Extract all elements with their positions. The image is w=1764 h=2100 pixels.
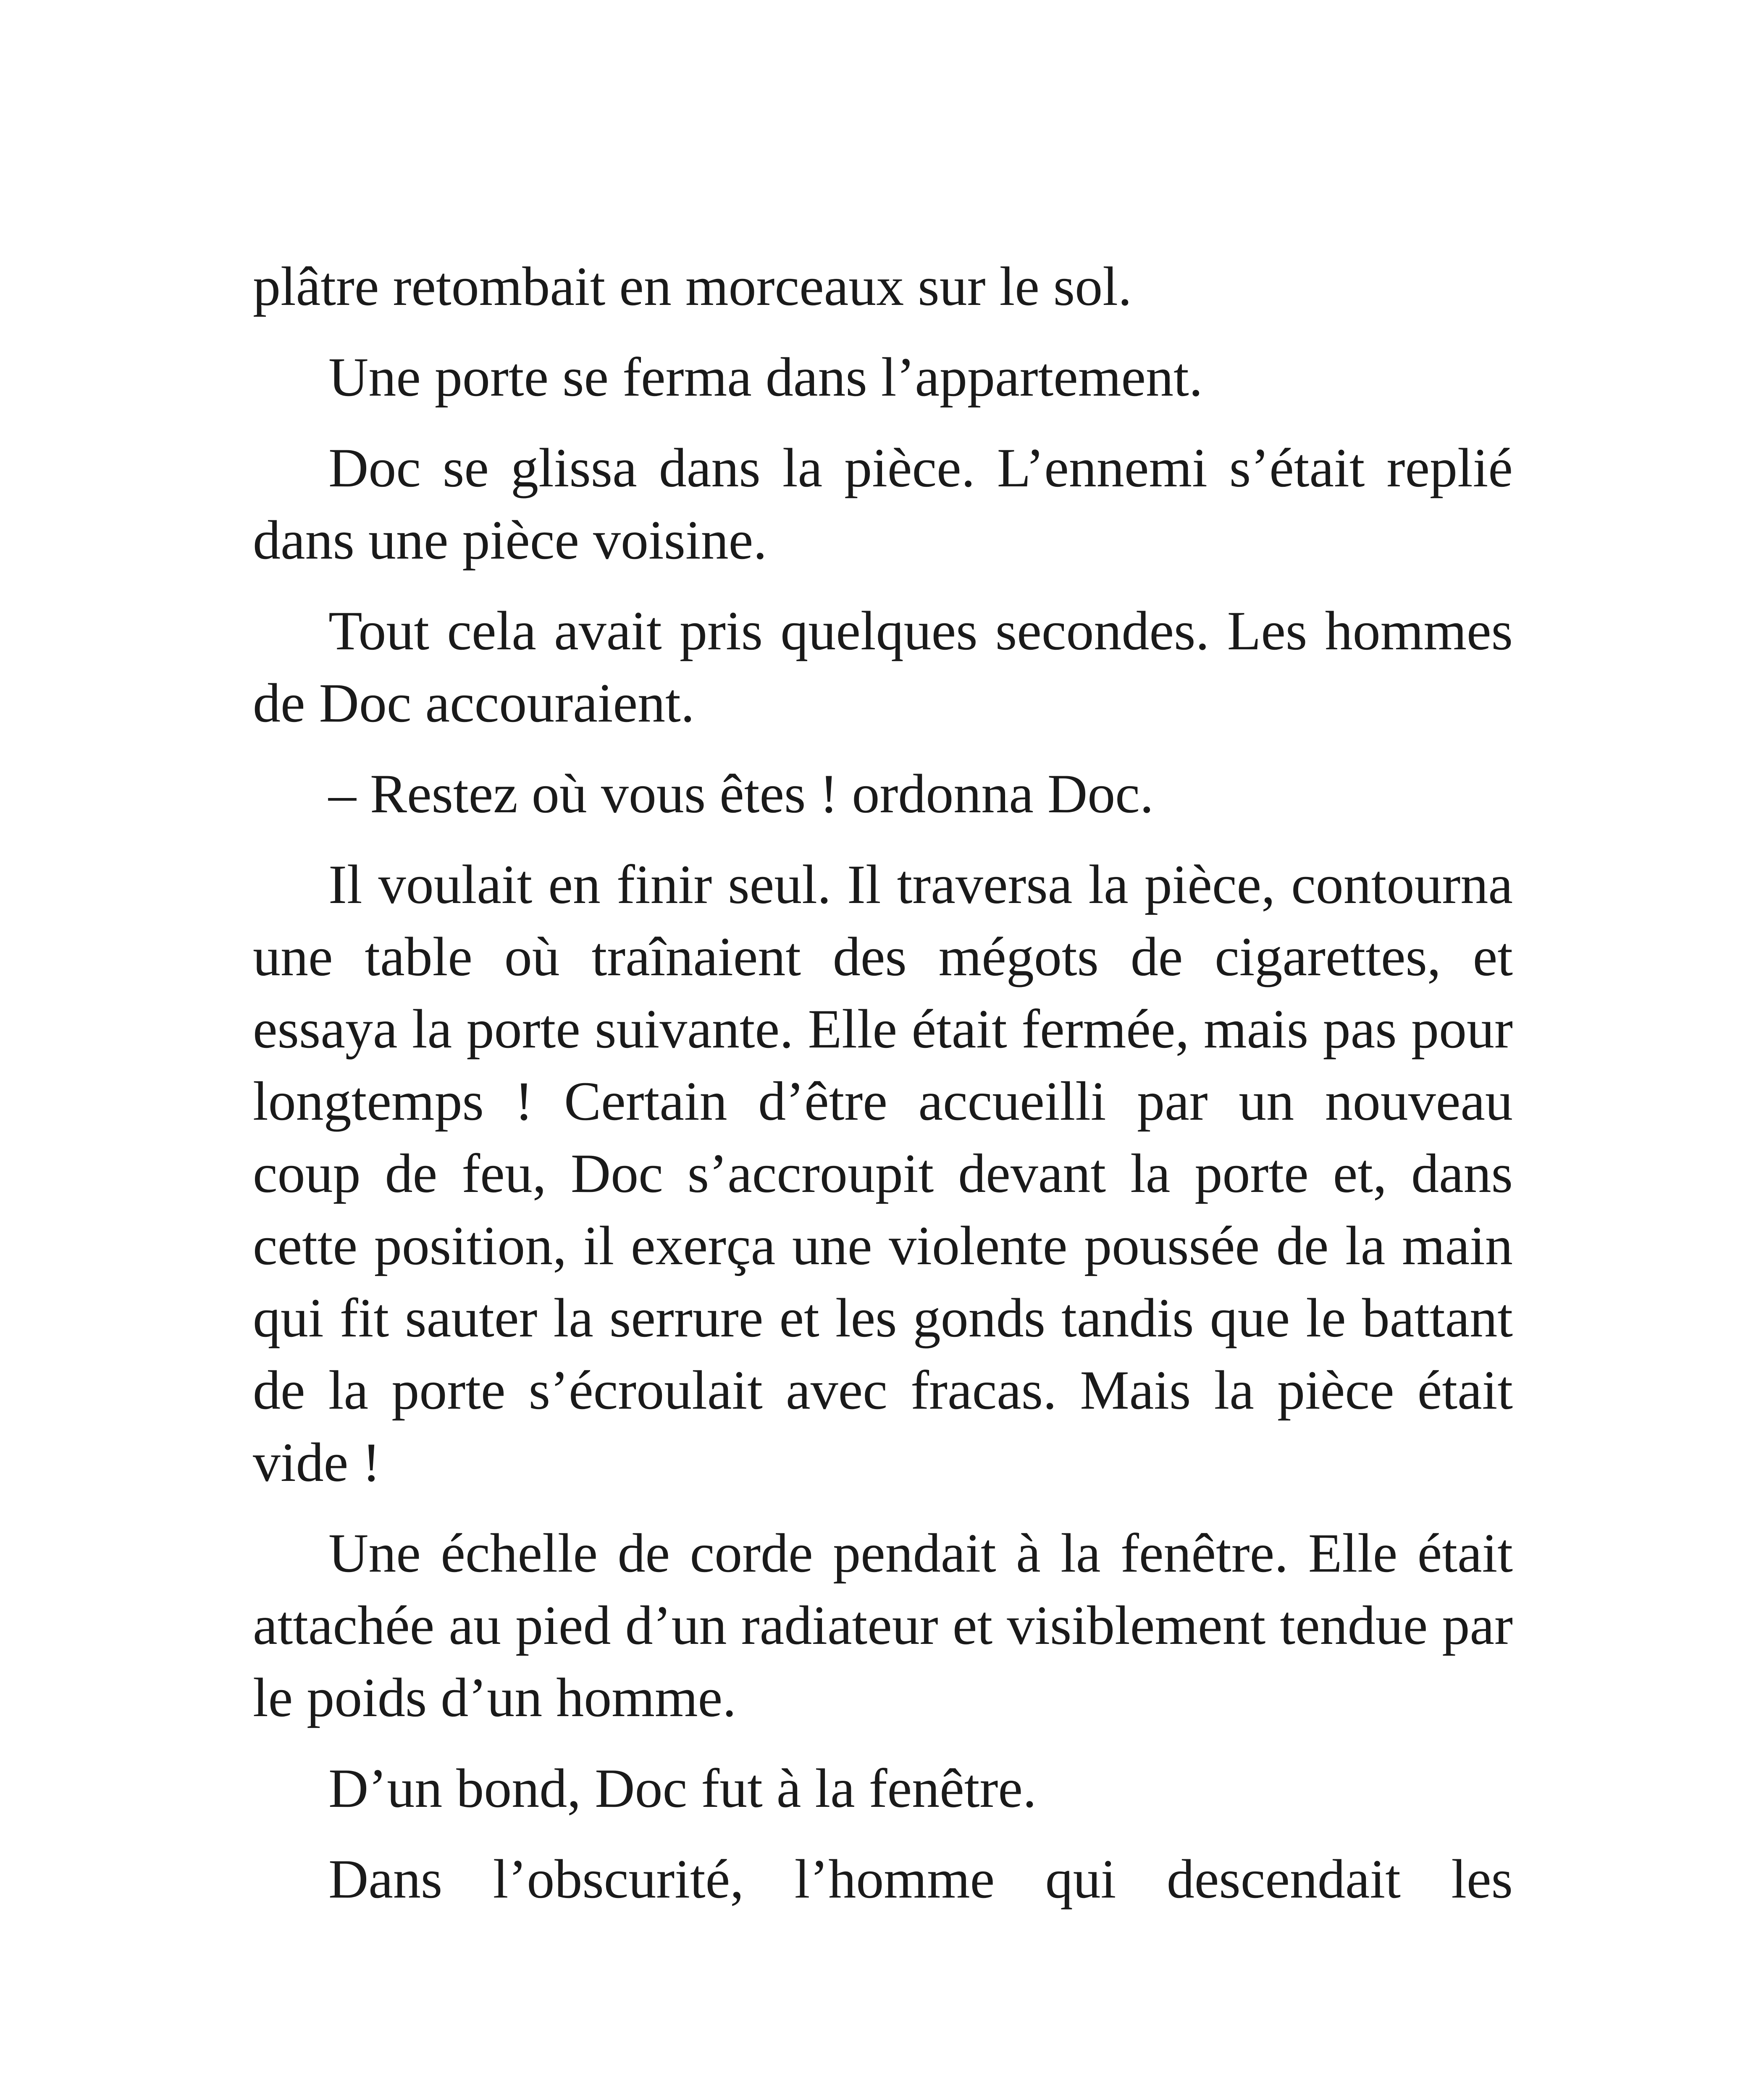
paragraph-continuation: plâtre retombait en morceaux sur le sol. <box>253 255 1132 317</box>
paragraph: Tout cela avait pris quelques secondes. Les hommes de Doc accouraient. <box>253 600 1513 734</box>
paragraph: Il voulait en finir seul. Il traversa la pièce, contourna une table où traînaient des mégots de cigarettes, et essaya la porte suivante. Elle était fermée, mais pas pour longtemps ! Certain d’être accueilli par un nouveau coup de feu, Doc s’accroupit devant la porte et, dans cette position, il exerça une violente poussée de la main qui fit sauter la serrure et les gonds tandis que le battant de la porte s’écroulait avec fracas. Mais la pièce était vide ! <box>253 853 1513 1493</box>
paragraph: Une échelle de corde pendait à la fenêtre. Elle était attachée au pied d’un radiateur et visiblement tendue par le poids d’un homme. <box>253 1522 1513 1728</box>
paragraph: Doc se glissa dans la pièce. L’ennemi s’était replié dans une pièce voisine. <box>253 437 1513 571</box>
dialogue-paragraph: – Restez où vous êtes ! ordonna Doc. <box>328 763 1154 824</box>
paragraph: Une porte se ferma dans l’appartement. <box>328 346 1203 408</box>
paragraph: D’un bond, Doc fut à la fenêtre. <box>328 1757 1037 1819</box>
body-text <box>253 250 1513 1934</box>
paragraph-truncated: Dans l’obscurité, l’homme qui descendait les <box>328 1848 1513 1910</box>
